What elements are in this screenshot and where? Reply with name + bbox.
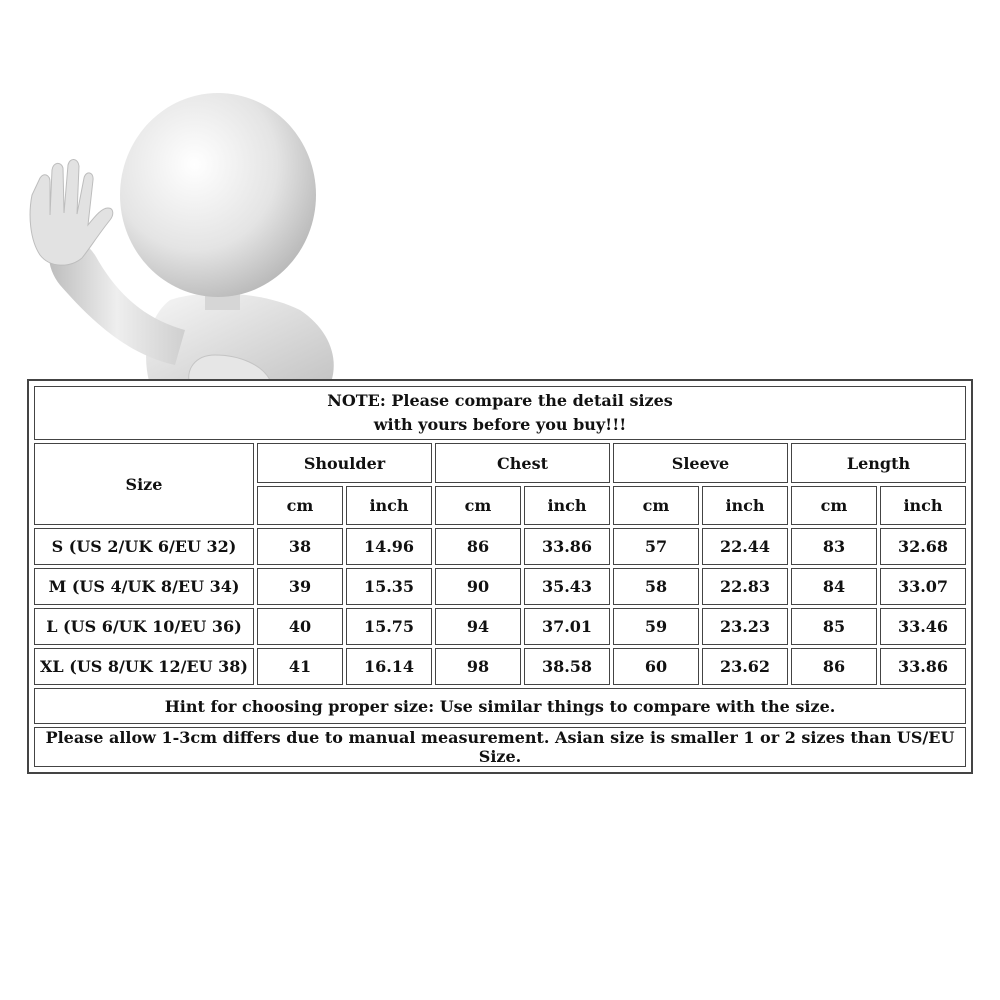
table-cell: 32.68 — [880, 528, 966, 565]
unit-header: cm — [613, 486, 699, 525]
table-row — [34, 648, 966, 685]
head-shape — [120, 93, 316, 297]
allowance-text: Please allow 1-3cm differs due to manual measurement. Asian size is smaller 1 or 2 sizes than US/EU Size. — [34, 727, 966, 767]
shoulder-header: Shoulder — [257, 443, 432, 483]
unit-header: inch — [346, 486, 432, 525]
table-cell: 86 — [791, 648, 877, 685]
unit-header: cm — [791, 486, 877, 525]
size-chart — [27, 379, 973, 774]
table-cell: 15.35 — [346, 568, 432, 605]
table-cell: 38 — [257, 528, 343, 565]
size-label: M (US 4/UK 8/EU 34) — [34, 568, 254, 605]
size-header: Size — [34, 443, 254, 525]
table-cell: 33.86 — [880, 648, 966, 685]
table-cell: 22.83 — [702, 568, 788, 605]
table-cell: 86 — [435, 528, 521, 565]
table-cell: 39 — [257, 568, 343, 605]
table-cell: 23.23 — [702, 608, 788, 645]
unit-header: inch — [880, 486, 966, 525]
waving-mannequin-figure — [0, 0, 1000, 430]
note-line-2: with yours before you buy!!! — [373, 415, 627, 434]
table-row — [34, 528, 966, 565]
table-cell: 14.96 — [346, 528, 432, 565]
unit-header: inch — [702, 486, 788, 525]
table-cell: 94 — [435, 608, 521, 645]
table-row — [34, 608, 966, 645]
table-cell: 40 — [257, 608, 343, 645]
table-cell: 33.86 — [524, 528, 610, 565]
table-cell: 58 — [613, 568, 699, 605]
table-cell: 57 — [613, 528, 699, 565]
table-cell: 98 — [435, 648, 521, 685]
table-cell: 38.58 — [524, 648, 610, 685]
note-line-1: NOTE: Please compare the detail sizes — [327, 391, 673, 410]
table-cell: 33.07 — [880, 568, 966, 605]
sleeve-header: Sleeve — [613, 443, 788, 483]
size-label: L (US 6/UK 10/EU 36) — [34, 608, 254, 645]
table-cell: 41 — [257, 648, 343, 685]
unit-header: cm — [257, 486, 343, 525]
table-cell: 83 — [791, 528, 877, 565]
table-cell: 23.62 — [702, 648, 788, 685]
table-cell: 84 — [791, 568, 877, 605]
table-cell: 85 — [791, 608, 877, 645]
table-cell: 37.01 — [524, 608, 610, 645]
table-row — [34, 568, 966, 605]
note-row — [34, 386, 966, 440]
allow-row — [34, 727, 966, 767]
note-cell — [34, 386, 966, 440]
size-table — [31, 383, 969, 770]
table-cell: 22.44 — [702, 528, 788, 565]
table-cell: 33.46 — [880, 608, 966, 645]
header-group-row — [34, 443, 966, 483]
table-cell: 35.43 — [524, 568, 610, 605]
unit-header: cm — [435, 486, 521, 525]
unit-header: inch — [524, 486, 610, 525]
waving-hand-shape — [30, 159, 113, 265]
table-cell: 15.75 — [346, 608, 432, 645]
hint-row — [34, 688, 966, 724]
table-cell: 90 — [435, 568, 521, 605]
table-cell: 16.14 — [346, 648, 432, 685]
table-cell: 60 — [613, 648, 699, 685]
size-label: XL (US 8/UK 12/EU 38) — [34, 648, 254, 685]
chest-header: Chest — [435, 443, 610, 483]
length-header: Length — [791, 443, 966, 483]
hint-text: Hint for choosing proper size: Use similar things to compare with the size. — [34, 688, 966, 724]
size-label: S (US 2/UK 6/EU 32) — [34, 528, 254, 565]
table-cell: 59 — [613, 608, 699, 645]
